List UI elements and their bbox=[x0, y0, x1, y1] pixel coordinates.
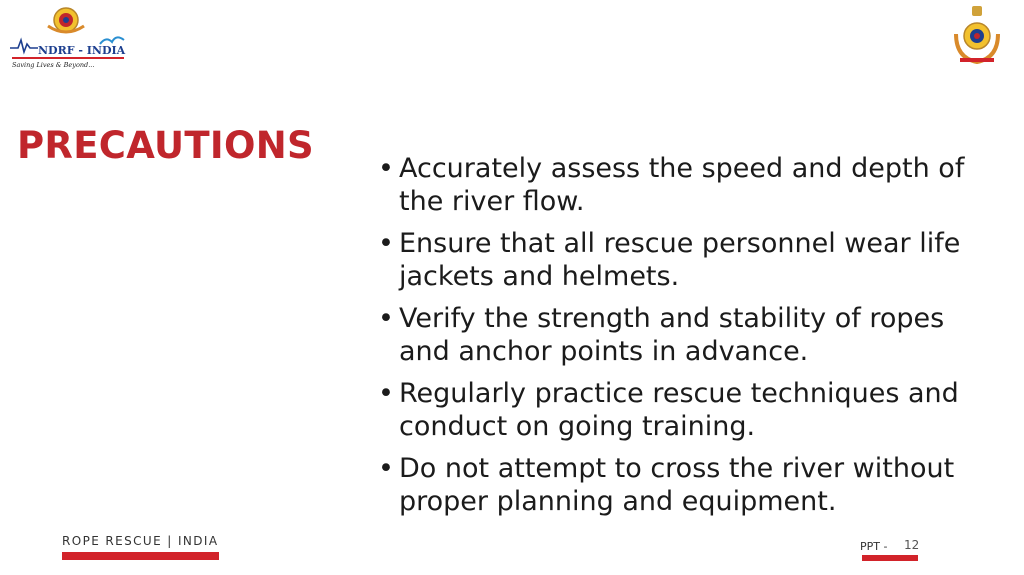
bullet-icon: • bbox=[378, 378, 394, 409]
slide-title: PRECAUTIONS bbox=[17, 124, 314, 167]
bullet-text: Verify the strength and stability of ropes and anchor points in advance. bbox=[399, 303, 945, 367]
precautions-list bbox=[378, 152, 978, 527]
footer-label: ROPE RESCUE | INDIA bbox=[62, 534, 219, 548]
national-emblem-crest-icon bbox=[950, 4, 1004, 68]
bullet-icon: • bbox=[378, 228, 394, 259]
list-item bbox=[378, 152, 978, 218]
logo-tagline: Saving Lives & Beyond... bbox=[12, 61, 95, 69]
footer-accent-bar bbox=[62, 552, 219, 560]
national-emblem-logo bbox=[950, 4, 1004, 68]
bullet-text: Ensure that all rescue personnel wear life jackets and helmets. bbox=[399, 228, 961, 292]
bullet-icon: • bbox=[378, 153, 394, 184]
ndrf-emblem-icon bbox=[8, 4, 128, 70]
bullet-icon: • bbox=[378, 453, 394, 484]
list-item bbox=[378, 452, 978, 518]
page-accent-bar bbox=[862, 555, 918, 561]
page-number: 12 bbox=[904, 538, 920, 552]
ppt-label: PPT - bbox=[860, 540, 888, 553]
bullet-icon: • bbox=[378, 303, 394, 334]
bullet-text: Do not attempt to cross the river without proper planning and equipment. bbox=[399, 453, 955, 517]
ndrf-logo bbox=[8, 4, 128, 70]
list-item bbox=[378, 302, 978, 368]
bullet-text: Regularly practice rescue techniques and conduct on going training. bbox=[399, 378, 959, 442]
list-item bbox=[378, 377, 978, 443]
bullet-text: Accurately assess the speed and depth of the river flow. bbox=[399, 153, 965, 217]
list-item bbox=[378, 227, 978, 293]
logo-wordmark: NDRF - INDIA bbox=[38, 44, 126, 57]
